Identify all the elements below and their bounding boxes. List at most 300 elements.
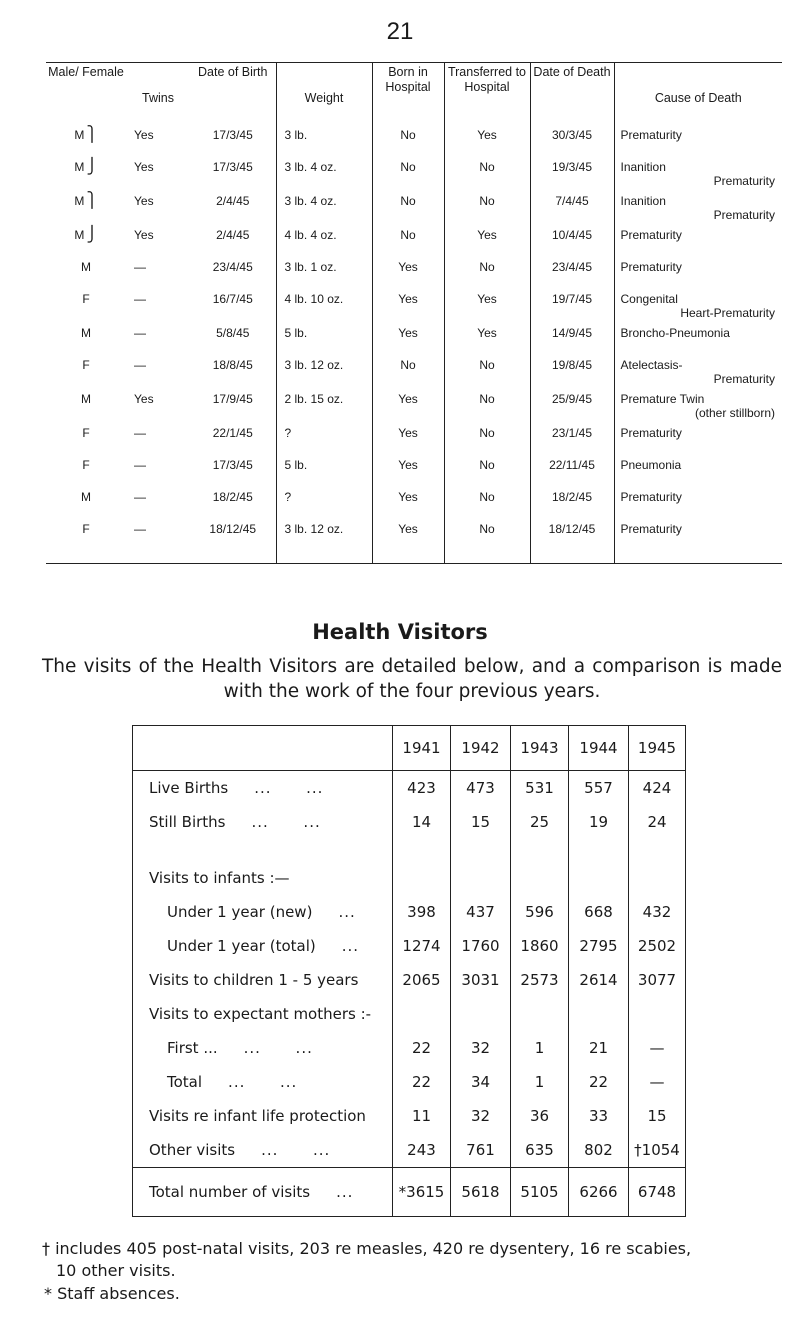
cause-text: Atelectasis- [620,358,683,372]
cell-transferred [444,487,530,519]
cell-sex-text: F [82,426,90,440]
cell-transferred-text: Yes [477,292,497,306]
leader-dots: ... ... [254,779,324,797]
cell-sex-text: F [82,458,90,472]
cell-dod-text: 19/8/45 [551,358,593,372]
year-value: 32 [451,1031,511,1065]
year-value: 15 [451,805,511,839]
year-value: 22 [393,1031,451,1065]
cell-born [372,225,444,257]
cell-weight [276,455,372,487]
group-heading-row [133,861,686,895]
cell-weight-text: 3 lb. 12 oz. [284,358,344,372]
cell-dob-text: 5/8/45 [216,326,250,340]
year-value: 32 [451,1099,511,1133]
group-heading: Visits to infants :— [133,861,393,895]
cell-weight [276,157,372,191]
cell-twins [126,191,190,225]
death-record-row [46,191,782,225]
cell-twins [126,225,190,257]
cell-weight [276,519,372,564]
cell-weight-text: ? [284,490,292,504]
cause-text: Premature Twin [620,392,705,406]
year-value: 33 [569,1099,629,1133]
row-label-text: Visits to children 1 - 5 years [149,971,359,989]
cell-weight [276,389,372,423]
year-value: 1 [511,1031,569,1065]
cell-transferred [444,519,530,564]
row-label [133,963,393,997]
cell-sex [46,191,126,225]
group-heading: Visits to expectant mothers :- [133,997,393,1031]
cell-transferred [444,355,530,389]
row-label-text: First ... [167,1039,218,1057]
cell-twins [126,119,190,157]
cell-born-text: Yes [398,522,418,536]
cell-transferred [444,191,530,225]
cell-born-text: Yes [398,326,418,340]
cell-dob [190,519,276,564]
year-value: 6266 [569,1168,629,1217]
cell-dod-text: 14/9/45 [551,326,593,340]
cell-dod-text: 18/12/45 [548,522,596,536]
leader-dots: ... [338,903,356,921]
cell-cause [614,455,782,487]
year-value: 1274 [393,929,451,963]
year-value: — [629,1031,686,1065]
cell-dob [190,257,276,289]
cell-dod-text: 23/1/45 [551,426,593,440]
cause-text-cont: Prematurity [713,174,775,188]
cell-dob [190,487,276,519]
year-value: 243 [393,1133,451,1168]
cell-dob [190,191,276,225]
leader-dots: ... ... [228,1073,298,1091]
cell-weight-text: 3 lb. [284,128,308,142]
year-value: 24 [629,805,686,839]
cause-text: Inanition [620,160,666,174]
cell-twins-text: — [134,522,146,536]
cell-dob-text: 17/9/45 [212,392,253,406]
cell-sex-text: M [81,260,91,274]
cell-dob-text: 17/3/45 [212,128,253,142]
empty-cell [511,997,569,1031]
death-record-row [46,323,782,355]
stat-row [133,929,686,963]
cause-text: Prematurity [620,228,682,242]
cell-cause [614,487,782,519]
year-value: 531 [511,771,569,806]
cell-cause [614,389,782,423]
cell-weight [276,191,372,225]
years-header-row [133,726,686,771]
leader-dots: ... ... [251,813,321,831]
year-value: 34 [451,1065,511,1099]
row-label [133,1168,393,1217]
cell-transferred [444,455,530,487]
cell-twins [126,519,190,564]
cell-dob-text: 2/4/45 [216,228,250,242]
cell-sex-text: M [74,194,85,208]
cell-weight [276,423,372,455]
cell-dob [190,455,276,487]
year-header: 1944 [569,726,629,771]
cell-dod-text: 25/9/45 [551,392,593,406]
cell-twins [126,289,190,323]
spacer-cell [629,839,686,861]
cell-weight [276,487,372,519]
cell-dod [530,191,614,225]
leader-dots: ... [336,1183,354,1201]
cell-dob [190,423,276,455]
row-label-text: Live Births [149,779,229,797]
stat-row [133,1031,686,1065]
cell-born-text: Yes [398,260,418,274]
cell-sex [46,355,126,389]
year-value: 1760 [451,929,511,963]
year-value: 473 [451,771,511,806]
cell-born [372,289,444,323]
cell-cause [614,225,782,257]
cell-sex [46,323,126,355]
footnote-dagger [42,1238,782,1282]
cell-dod [530,455,614,487]
row-label [133,805,393,839]
row-label-text: Other visits [149,1141,236,1159]
row-label [133,771,393,806]
cell-dod [530,487,614,519]
year-value: 802 [569,1133,629,1168]
cell-weight-text: 4 lb. 4 oz. [284,228,337,242]
cell-dod [530,225,614,257]
twin-bracket-icon: ⎭ [86,158,98,175]
cell-dod [530,519,614,564]
cell-dod [530,423,614,455]
empty-cell [511,861,569,895]
cell-weight [276,289,372,323]
spacer-cell [511,839,569,861]
cell-dod-text: 19/3/45 [551,160,593,174]
year-value: 14 [393,805,451,839]
cell-dob-text: 22/1/45 [212,426,253,440]
year-value: 635 [511,1133,569,1168]
cell-twins [126,487,190,519]
cell-born [372,519,444,564]
row-label-text: Under 1 year (new) [167,903,313,921]
empty-cell [451,997,511,1031]
col-header-transferred: Transferred to Hospital [444,63,530,120]
empty-cell [629,861,686,895]
cell-twins-text: Yes [134,160,154,174]
cell-transferred-text: No [479,194,495,208]
cell-sex [46,257,126,289]
death-record-row [46,225,782,257]
year-value: 3031 [451,963,511,997]
spacer-cell [569,839,629,861]
year-value: 22 [393,1065,451,1099]
year-value: 437 [451,895,511,929]
cell-transferred-text: Yes [477,128,497,142]
cell-twins [126,157,190,191]
cell-sex-text: M [74,128,85,142]
year-value: 398 [393,895,451,929]
col-header-sex: Male/ Female [46,63,126,120]
cell-dod [530,355,614,389]
deaths-header-row [46,63,782,120]
twin-bracket-icon: ⎫ [86,192,98,209]
cell-dob-text: 17/3/45 [212,458,253,472]
row-label-text: Total [167,1073,203,1091]
cell-cause [614,323,782,355]
twin-bracket-icon: ⎭ [86,226,98,243]
year-value: 668 [569,895,629,929]
cell-transferred [444,225,530,257]
cell-sex-text: M [74,160,85,174]
death-record-row [46,355,782,389]
col-header-dod: Date of Death [530,63,614,120]
cell-twins-text: Yes [134,128,154,142]
cell-cause [614,423,782,455]
year-value: 1 [511,1065,569,1099]
year-value: 22 [569,1065,629,1099]
cell-born [372,157,444,191]
cell-transferred-text: No [479,392,495,406]
cell-dod-text: 30/3/45 [551,128,593,142]
row-label [133,1099,393,1133]
cell-sex [46,289,126,323]
cell-weight-text: 5 lb. [284,326,308,340]
death-record-row [46,289,782,323]
cell-born-text: No [400,228,416,242]
cell-twins-text: — [134,358,146,372]
cell-sex [46,519,126,564]
death-record-row [46,119,782,157]
leader-dots: ... [341,937,360,955]
cell-dob-text: 17/3/45 [212,160,253,174]
cell-born-text: No [400,128,416,142]
cell-weight-text: 4 lb. 10 oz. [284,292,344,306]
cell-dob-text: 18/2/45 [212,490,253,504]
spacer-cell [451,839,511,861]
cell-cause [614,519,782,564]
cell-born [372,455,444,487]
cell-transferred-text: No [479,358,495,372]
cell-twins-text: Yes [134,392,154,406]
cell-born-text: Yes [398,392,418,406]
stat-row [133,771,686,806]
year-value: 423 [393,771,451,806]
cell-born [372,191,444,225]
cell-dob-text: 2/4/45 [216,194,250,208]
cell-sex-text: M [81,490,91,504]
cell-weight-text: 3 lb. 4 oz. [284,194,337,208]
year-value: 2795 [569,929,629,963]
cell-sex [46,225,126,257]
cell-dob [190,225,276,257]
footnote-dagger-cont: 10 other visits. [56,1261,176,1280]
cell-sex-text: F [82,292,90,306]
cell-twins-text: — [134,458,146,472]
cause-text: Prematurity [620,260,682,274]
year-value: 2573 [511,963,569,997]
cell-cause [614,157,782,191]
cell-twins-text: — [134,260,146,274]
footnote-star: * Staff absences. [44,1284,180,1303]
cell-cause [614,355,782,389]
cell-twins-text: — [134,490,146,504]
cell-twins [126,423,190,455]
leader-dots: ... ... [243,1039,313,1057]
cell-weight-text: 3 lb. 4 oz. [284,160,337,174]
cause-text: Pneumonia [620,458,682,472]
death-record-row [46,487,782,519]
cell-twins-text: — [134,292,146,306]
year-value: 21 [569,1031,629,1065]
cause-text: Prematurity [620,128,682,142]
year-value: 5618 [451,1168,511,1217]
cell-sex [46,487,126,519]
cell-transferred-text: No [479,260,495,274]
row-label [133,929,393,963]
empty-cell [393,861,451,895]
cell-born-text: Yes [398,426,418,440]
year-header: 1942 [451,726,511,771]
footnote-dagger-text: † includes 405 post-natal visits, 203 re measles, 420 re dysentery, 16 re scabies, [42,1239,692,1258]
cell-cause [614,289,782,323]
year-value: 424 [629,771,686,806]
cell-weight-text: 2 lb. 15 oz. [284,392,344,406]
cell-weight-text: 3 lb. 12 oz. [284,522,344,536]
cell-dob [190,119,276,157]
col-header-dob: Date of Birth [190,63,276,120]
col-header-born-in-hospital: Born in Hospital [372,63,444,120]
spacer-cell [393,839,451,861]
cell-dod [530,119,614,157]
row-label-text: Total number of visits [149,1183,311,1201]
year-value: 596 [511,895,569,929]
row-label-text: Under 1 year (total) [167,937,316,955]
year-value: 2614 [569,963,629,997]
year-value: †1054 [629,1133,686,1168]
cell-born-text: No [400,194,416,208]
cell-transferred [444,389,530,423]
year-value: — [629,1065,686,1099]
year-value: 5105 [511,1168,569,1217]
stat-row [133,1065,686,1099]
stat-row [133,1168,686,1217]
cause-text: Prematurity [620,426,682,440]
cell-weight [276,257,372,289]
year-header: 1941 [393,726,451,771]
stat-row [133,1133,686,1168]
year-value: 1860 [511,929,569,963]
cell-transferred [444,257,530,289]
year-value: 2065 [393,963,451,997]
cell-born [372,355,444,389]
cell-transferred-text: No [479,458,495,472]
stat-row [133,805,686,839]
death-record-row [46,455,782,487]
cell-twins [126,355,190,389]
blank-header [133,726,393,771]
cause-text: Inanition [620,194,666,208]
cell-dob-text: 16/7/45 [212,292,253,306]
row-label [133,1133,393,1168]
cell-sex [46,423,126,455]
cell-weight-text: ? [284,426,292,440]
col-header-twins: Twins [126,63,190,120]
cell-twins-text: — [134,326,146,340]
cause-text: Prematurity [620,490,682,504]
cell-sex-text: F [82,522,90,536]
health-visitors-table [132,725,686,1217]
table-bottom-rule [46,564,782,565]
cell-born-text: Yes [398,458,418,472]
cell-cause [614,257,782,289]
cell-born [372,389,444,423]
cause-text: Congenital [620,292,678,306]
leader-dots: ... ... [261,1141,331,1159]
cell-twins-text: — [134,426,146,440]
year-value: 761 [451,1133,511,1168]
group-heading-row [133,997,686,1031]
cell-transferred-text: No [479,160,495,174]
cell-dob-text: 18/8/45 [212,358,253,372]
cell-weight-text: 5 lb. [284,458,308,472]
cell-transferred [444,157,530,191]
cell-born [372,323,444,355]
cell-weight [276,323,372,355]
cell-sex-text: M [81,392,91,406]
death-record-row [46,389,782,423]
cause-text-cont: (other stillborn) [694,406,775,420]
cell-dod-text: 19/7/45 [551,292,593,306]
page-number: 21 [386,18,414,45]
year-header: 1945 [629,726,686,771]
cell-twins [126,389,190,423]
cell-twins [126,455,190,487]
year-value: 6748 [629,1168,686,1217]
cell-dob [190,323,276,355]
year-value: 25 [511,805,569,839]
cell-sex-text: M [81,326,91,340]
death-record-row [46,257,782,289]
spacer-row [133,839,686,861]
intro-paragraph: The visits of the Health Visitors are detailed below, and a comparison is made with the work of the four previous years. [42,656,782,702]
infant-deaths-table [46,62,782,564]
cell-dob-text: 18/12/45 [209,522,257,536]
cause-text: Broncho-Pneumonia [620,326,730,340]
twin-bracket-icon: ⎫ [86,126,98,143]
cell-dob [190,289,276,323]
row-label-text: Still Births [149,813,226,831]
year-value: 11 [393,1099,451,1133]
year-header: 1943 [511,726,569,771]
cell-sex [46,119,126,157]
cell-twins [126,257,190,289]
stat-row [133,895,686,929]
year-value: 2502 [629,929,686,963]
cell-sex-text: F [82,358,90,372]
cell-weight-text: 3 lb. 1 oz. [284,260,337,274]
row-label-text: Visits re infant life protection [149,1107,366,1125]
cell-dod-text: 7/4/45 [555,194,589,208]
death-record-row [46,157,782,191]
cell-twins-text: Yes [134,194,154,208]
cell-born [372,257,444,289]
cell-born-text: Yes [398,490,418,504]
cause-text-cont: Prematurity [713,208,775,222]
